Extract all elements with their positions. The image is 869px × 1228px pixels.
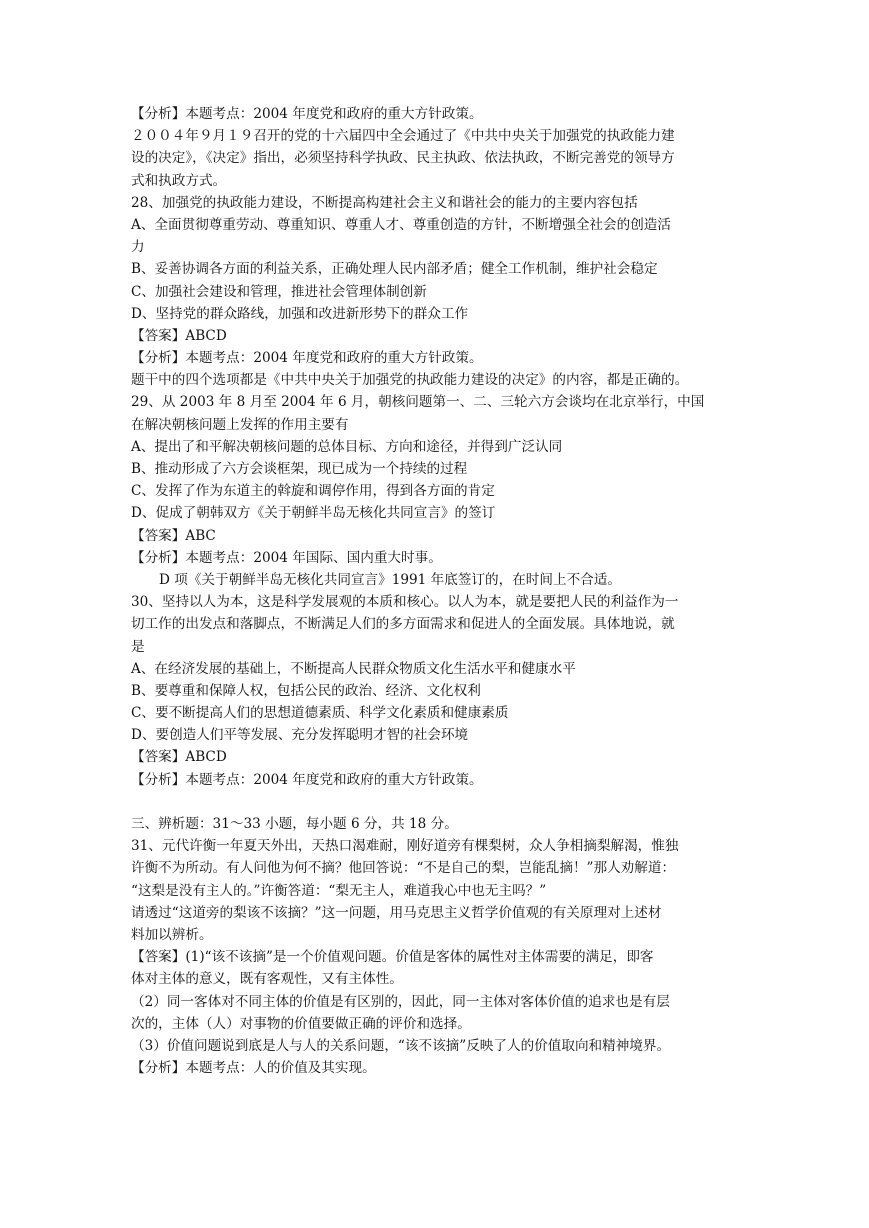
text-line: 题干中的四个选项都是《中共中央关于加强党的执政能力建设的决定》的内容，都是正确的。 (131, 372, 689, 389)
answer-cont: 体对主体的意义，既有客观性，又有主体性。 (131, 971, 403, 988)
option-c: C、要不断提高人们的思想道德素质、科学文化素质和健康素质 (131, 705, 509, 722)
question-31-cont: “这梨是没有主人的。”许衡答道：“梨无主人，难道我心中也无主吗？” (131, 882, 547, 899)
text-line-indented: D 项《关于朝鲜半岛无核化共同宣言》1991 年底签订的，在时间上不合适。 (159, 571, 621, 588)
option-a: A、提出了和平解决朝核问题的总体目标、方向和途径，并得到广泛认同 (131, 438, 563, 455)
question-28: 28、加强党的执政能力建设，不断提高构建社会主义和谐社会的能力的主要内容包括 (131, 194, 638, 211)
analysis-line: 【分析】本题考点：2004 年度党和政府的重大方针政策。 (131, 106, 483, 122)
option-d: D、坚持党的群众路线，加强和改进新形势下的群众工作 (131, 305, 469, 322)
analysis-line: 【分析】本题考点：2004 年国际、国内重大时事。 (131, 549, 442, 566)
text-line: 设的决定》，《决定》指出，必须坚持科学执政、民主执政、依法执政，不断完善党的领导方 (131, 150, 675, 167)
question-31-cont: 请透过“这道旁的梨该不该摘？”这一问题，用马克思主义哲学价值观的有关原理对上述材 (131, 904, 662, 921)
question-30-cont: 是 (131, 638, 145, 655)
question-29-cont: 在解决朝核问题上发挥的作用主要有 (131, 416, 349, 433)
option-d: D、促成了朝韩双方《关于朝鲜半岛无核化共同宣言》的签订 (131, 505, 496, 522)
option-a-cont: 力 (131, 239, 145, 256)
option-b: B、要尊重和保障人权，包括公民的政治、经济、文化权利 (131, 682, 481, 699)
analysis-line: 【分析】本题考点：人的价值及其实现。 (131, 1060, 376, 1077)
answer-line: 【答案】ABC (131, 527, 216, 544)
blank-line (131, 791, 746, 813)
text-line: ２００４年９月１９召开的党的十六届四中全会通过了《中共中央关于加强党的执政能力建 (131, 128, 675, 145)
option-b: B、妥善协调各方面的利益关系，正确处理人民内部矛盾；健全工作机制，维护社会稳定 (131, 261, 658, 278)
question-30-cont: 切工作的出发点和落脚点，不断满足人们的多方面需求和促进人的全面发展。具体地说，就 (131, 616, 675, 633)
option-a: A、全面贯彻尊重劳动、尊重知识、尊重人才、尊重创造的方针，不断增强全社会的创造活 (131, 216, 671, 233)
option-d: D、要创造人们平等发展、充分发挥聪明才智的社会环境 (131, 727, 469, 744)
option-c: C、加强社会建设和管理，推进社会管理体制创新 (131, 283, 427, 300)
question-31-cont: 许衡不为所动。有人问他为何不摘？他回答说：“不是自己的梨，岂能乱摘！”那人劝解道： (131, 860, 676, 877)
answer-point-3: （3）价值问题说到底是人与人的关系问题，“该不该摘”反映了人的价值取向和精神境界。 (131, 1037, 671, 1054)
option-b: B、推动形成了六方会谈框架，现已成为一个持续的过程 (131, 461, 468, 477)
question-29: 29、从 2003 年 8 月至 2004 年 6 月，朝核问题第一、二、三轮六方会谈均在北京举行，中国 (131, 394, 705, 411)
question-31: 31、元代许衡一年夏天外出，天热口渴难耐，刚好道旁有棵梨树，众人争相摘梨解渴，惟独 (131, 838, 679, 855)
option-a: A、在经济发展的基础上，不断提高人民群众物质文化生活水平和健康水平 (131, 660, 576, 677)
answer-line: 【答案】ABCD (131, 327, 227, 344)
answer-line: 【答案】ABCD (131, 749, 227, 766)
section-heading: 三、辨析题：31～33 小题，每小题 6 分，共 18 分。 (131, 816, 458, 832)
analysis-line: 【分析】本题考点：2004 年度党和政府的重大方针政策。 (131, 350, 483, 367)
text-line: 式和执政方式。 (131, 172, 227, 189)
analysis-line: 【分析】本题考点：2004 年度党和政府的重大方针政策。 (131, 771, 483, 788)
answer-point-2: （2）同一客体对不同主体的价值是有区别的，因此，同一主体对客体价值的追求也是有层 (131, 993, 670, 1010)
question-30: 30、坚持以人为本，这是科学发展观的本质和核心。以人为本，就是要把人民的利益作为一 (131, 594, 679, 611)
document-body (131, 103, 746, 1079)
answer-cont: 次的，主体（人）对事物的价值要做正确的评价和选择。 (131, 1015, 471, 1032)
option-c: C、发挥了作为东道主的斡旋和调停作用，得到各方面的肯定 (131, 483, 495, 500)
question-31-cont: 料加以辨析。 (131, 926, 213, 943)
answer-line: 【答案】(1)“该不该摘”是一个价值观问题。价值是客体的属性对主体需要的满足，即客 (131, 949, 654, 966)
